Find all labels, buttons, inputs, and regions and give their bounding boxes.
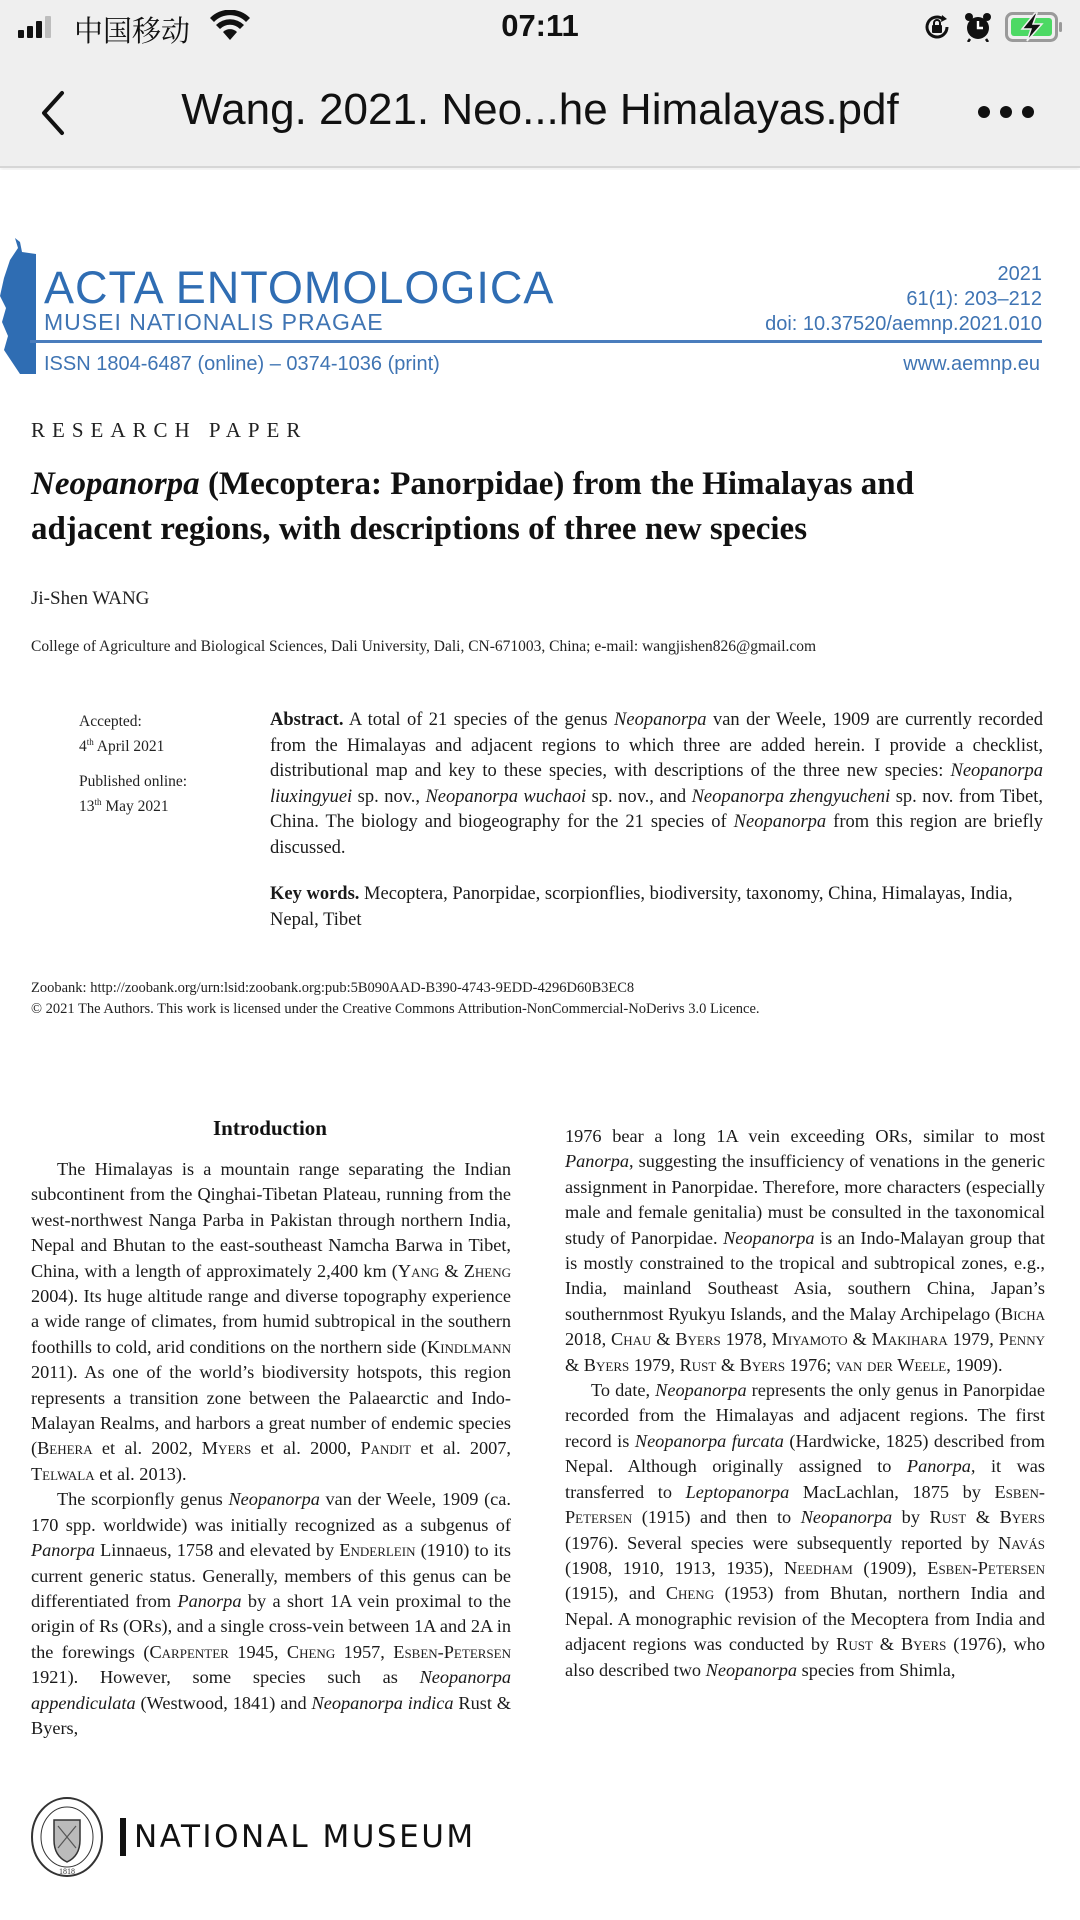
- journal-website-link[interactable]: www.aemnp.eu: [903, 353, 1040, 375]
- doi[interactable]: doi: 10.37520/aemnp.2021.010: [765, 313, 1042, 335]
- text-column-right: [565, 1124, 1045, 1683]
- zoobank-and-license: [31, 978, 760, 1020]
- journal-year: 2021: [997, 263, 1042, 285]
- svg-text:1818: 1818: [59, 1867, 75, 1876]
- navigation-bar: [0, 55, 1080, 168]
- author: Ji-Shen WANG: [31, 588, 150, 609]
- insect-logo-icon: [0, 238, 36, 374]
- battery-charging-icon: [1005, 12, 1063, 42]
- volume-pages: 61(1): 203–212: [906, 288, 1042, 310]
- affiliation: College of Agriculture and Biological Sciences, Dali University, Dali, CN-671003, China; e-mail: wangjishen826@gmail.com: [31, 638, 817, 655]
- accepted-label: Accepted:: [79, 713, 142, 730]
- journal-subtitle: MUSEI NATIONALIS PRAGAE: [44, 309, 384, 335]
- rotation-lock-icon: [923, 13, 951, 41]
- status-bar: [0, 0, 1080, 55]
- zoobank-link[interactable]: Zoobank: http://zoobank.org/urn:lsid:zoobank.org:pub:5B090AAD-B390-4743-9EDD-4296D60B3EC8: [31, 980, 635, 996]
- more-options-button[interactable]: [978, 102, 1034, 122]
- section-heading-introduction: Introduction: [213, 1116, 327, 1140]
- document-title: Wang. 2021. Neo...he Himalayas.pdf: [181, 85, 899, 134]
- paper-type: RESEARCH PAPER: [31, 418, 308, 442]
- status-time: 07:11: [501, 8, 579, 43]
- journal-name: ACTA ENTOMOLOGICA: [44, 262, 555, 313]
- museum-name: NATIONAL MUSEUM: [134, 1819, 476, 1855]
- keywords: Key words. Mecoptera, Panorpidae, scorpionflies, biodiversity, taxonomy, China, Himalayas, India, Nepal, Tibet: [270, 884, 1013, 930]
- ellipsis-dot: [1000, 106, 1012, 118]
- back-button[interactable]: [32, 85, 76, 141]
- citation-meta: [765, 262, 1042, 337]
- journal-issn: ISSN 1804-6487 (online) – 0374-1036 (print): [44, 353, 440, 375]
- paragraph: The Himalayas is a mountain range separating the Indian subcontinent from the Qinghai-Tibetan Plateau, running from the west-northwest Nanga Parba in Pakistan through northern India, Nepal and Bhutan to the east-southeast Namcha Barwa in Tibet, China, with a length of approximately 2,400 km (Yang & Zheng 2004). Its huge altitude range and diverse topography experience a wide range of climates, from humid subtropical in the southern foothills to cold, arid conditions on the northern side (Kindlmann 2011). As one of the world’s biodiversity hotspots, this region represents a transition zone between the Palaearctic and Indo-Malayan Realms, and harbors a great number of endemic species (Behera et al. 2002, Myers et al. 2000, Pandit et al. 2007, Telwala et al. 2013).: [31, 1159, 511, 1484]
- license-text: © 2021 The Authors. This work is licensed under the Creative Commons Attribution-NonCommercial-NoDerivs 3.0 Licence.: [31, 1001, 760, 1017]
- header-divider: [30, 340, 1042, 343]
- pdf-page[interactable]: [0, 170, 1080, 1920]
- museum-seal-icon: [30, 1796, 104, 1878]
- title-rest: (Mecoptera: Panorpidae) from the Himalayas and adjacent regions, with descriptions of three new species: [31, 466, 914, 547]
- abstract: Abstract. A total of 21 species of the genus Neopanorpa van der Weele, 1909 are currently recorded from the Himalayas and adjacent regions to which three are added herein. I provide a checklist, distributional map and key to these species, with descriptions of the three new species: Neopanorpa liuxingyuei sp. nov., Neopanorpa wuchaoi sp. nov., and Neopanorpa zhengyucheni sp. nov. from Tibet, China. The biology and biogeography for the 21 species of Neopanorpa from this region are briefly discussed.: [270, 710, 1043, 858]
- published-date: 13th May 2021: [79, 797, 169, 816]
- logo-divider: [120, 1818, 126, 1856]
- paragraph: The scorpionfly genus Neopanorpa van der Weele, 1909 (ca. 170 spp. worldwide) was initially recognized as a subgenus of Panorpa Linnaeus, 1758 and elevated by Enderlein (1910) to its current generic status. Generally, members of this genus can be differentiated from Panorpa by a short 1A vein proximal to the origin of Rs (ORs), and a single cross-vein between 1A and 2A in the forewings (Carpenter 1945, Cheng 1957, Esben-Petersen 1921). However, some species such as Neopanorpa appendiculata (Westwood, 1841) and Neopanorpa indica Rust & Byers,: [31, 1489, 511, 1738]
- carrier-name: 中国移动: [74, 14, 191, 48]
- publication-dates: [79, 711, 187, 817]
- ellipsis-dot: [1022, 106, 1034, 118]
- paragraph: 1976 bear a long 1A vein exceeding ORs, similar to most Panorpa, suggesting the insufficiency of venations in the generic assignment in Panorpidae. Therefore, more characters (especially male and female genitalia) must be consulted in the taxonomical study of Panorpidae. Neopanorpa is an Indo-Malayan group that is mostly constrained to the tropical and subtropical zones, e.g., India, mainland Southeast Asia, southern China, Japan’s southernmost Ryukyu Islands, and the Malay Archipelago (Bicha 2018, Chau & Byers 1978, Miyamoto & Makihara 1979, Penny & Byers 1979, Rust & Byers 1976; van der Weele, 1909).: [565, 1126, 1045, 1375]
- published-label: Published online:: [79, 773, 188, 791]
- title-genus: Neopanorpa: [31, 466, 200, 502]
- paper-title: [31, 462, 1041, 552]
- alarm-icon: [964, 12, 992, 42]
- accepted-date: 4th April 2021: [79, 737, 165, 756]
- national-museum-logo: [30, 1796, 476, 1878]
- text-column-left: [31, 1157, 511, 1741]
- ellipsis-dot: [978, 106, 990, 118]
- paragraph: To date, Neopanorpa represents the only genus in Panorpidae recorded from the Himalayas and adjacent regions. The first record is Neopanorpa furcata (Hardwicke, 1825) described from Nepal. Although originally assigned to Panorpa, it was transferred to Leptopanorpa MacLachlan, 1875 by Esben-Petersen (1915) and then to Neopanorpa by Rust & Byers (1976). Several species were subsequently reported by Navás (1908, 1910, 1913, 1935), Needham (1909), Esben-Petersen (1915), and Cheng (1953) from Bhutan, northern India and Nepal. A monographic revision of the Mecoptera from India and adjacent regions was conducted by Rust & Byers (1976), who also described two Neopanorpa species from Shimla,: [565, 1380, 1046, 1680]
